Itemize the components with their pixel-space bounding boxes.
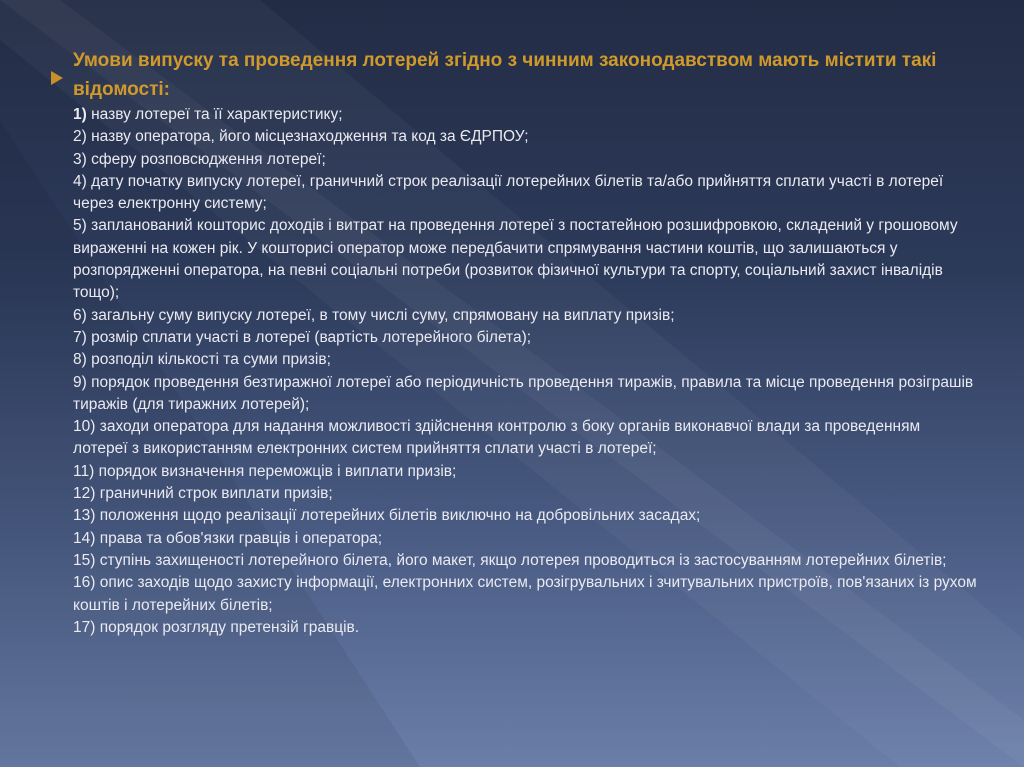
item-number: 8): [73, 351, 87, 369]
item-text: граничний строк виплати призів;: [95, 485, 333, 503]
list-item: [73, 617, 978, 639]
list-item: [73, 572, 978, 617]
item-text: порядок розгляду претензій гравців.: [95, 618, 360, 636]
item-text: порядок проведення безтиражної лотереї або періодичність проведення тиражів, правила та місце проведення розіграшів тиражів (для тиражних лотерей);: [73, 373, 974, 413]
item-text: права та обов'язки гравців і оператора;: [95, 529, 383, 547]
item-text: запланований кошторис доходів і витрат на проведення лотереї з постатейною розшифровкою, складений у грошовому вираженні на кожен рік. У кошторисі оператор може передбачити спрямування частини коштів, що залишаються у розпорядженні оператора, на певні соціальні потреби (розвиток фізичної культури та спорту, соціальний захист інвалідів тощо);: [73, 217, 958, 302]
list-item: [73, 215, 978, 304]
item-text: порядок визначення переможців і виплати призів;: [94, 462, 457, 480]
item-number: 15): [73, 551, 96, 569]
item-number: 7): [73, 328, 87, 346]
list-item: [73, 483, 978, 505]
item-number: 12): [73, 485, 96, 503]
item-number: 14): [73, 529, 96, 547]
list-item: [73, 528, 978, 550]
item-text: розподіл кількості та суми призів;: [86, 351, 331, 369]
item-number: 6): [73, 306, 87, 324]
item-number: 17): [73, 618, 96, 636]
list-item: [73, 416, 978, 461]
list-item: [73, 126, 978, 148]
list-item: [73, 505, 978, 527]
item-text: заходи оператора для надання можливості здійснення контролю з боку органів виконавчої влади за проведенням лотереї з використанням електронних систем прийняття сплати участі в лотереї;: [73, 418, 921, 458]
list-item: [73, 550, 978, 572]
triangle-arrow-right-icon: [51, 71, 63, 85]
list-item: [73, 104, 978, 126]
slide-title: Умови випуску та проведення лотерей згідно з чинним законодавством мають містити такі відомості:: [73, 50, 937, 100]
item-number: 10): [73, 418, 96, 436]
item-text: розмір сплати участі в лотереї (вартість лотерейного білета);: [86, 328, 532, 346]
list-item: [73, 461, 978, 483]
item-text: положення щодо реалізації лотерейних білетів виключно на добровільних засадах;: [95, 507, 701, 525]
list-item: [73, 349, 978, 371]
requirements-list: [73, 104, 978, 639]
item-number: 2): [73, 128, 87, 146]
list-item: [73, 149, 978, 171]
item-text: ступінь захищеності лотерейного білета, його макет, якщо лотерея проводиться із застосуванням лотерейних білетів;: [95, 551, 947, 569]
item-text: дату початку випуску лотереї, граничний строк реалізації лотерейних білетів та/або прийняття сплати участі в лотереї через електронну систему;: [73, 172, 944, 213]
list-item: [73, 327, 978, 349]
item-text: опис заходів щодо захисту інформації, електронних систем, розігрувальних і зчитувальних пристроїв, пов'язаних із рухом коштів і лотерейних білетів;: [73, 574, 977, 614]
item-text: назву оператора, його місцезнаходження та код за ЄДРПОУ;: [86, 128, 529, 146]
item-number: 11): [73, 462, 95, 480]
item-number: 13): [73, 507, 96, 525]
item-text: сферу розповсюдження лотереї;: [86, 150, 326, 168]
list-item: [73, 171, 978, 216]
item-number: 9): [73, 373, 87, 391]
item-number: 16): [73, 574, 96, 592]
item-text: назву лотереї та її характеристику;: [86, 106, 343, 123]
list-item: [73, 372, 978, 417]
item-number: 5): [73, 217, 87, 235]
slide-content: [73, 46, 978, 639]
item-number: 3): [73, 150, 87, 168]
item-number: 1): [73, 106, 87, 123]
item-text: загальну суму випуску лотереї, в тому числі суму, спрямовану на виплату призів;: [86, 306, 675, 324]
item-number: 4): [73, 172, 87, 190]
list-item: [73, 305, 978, 327]
